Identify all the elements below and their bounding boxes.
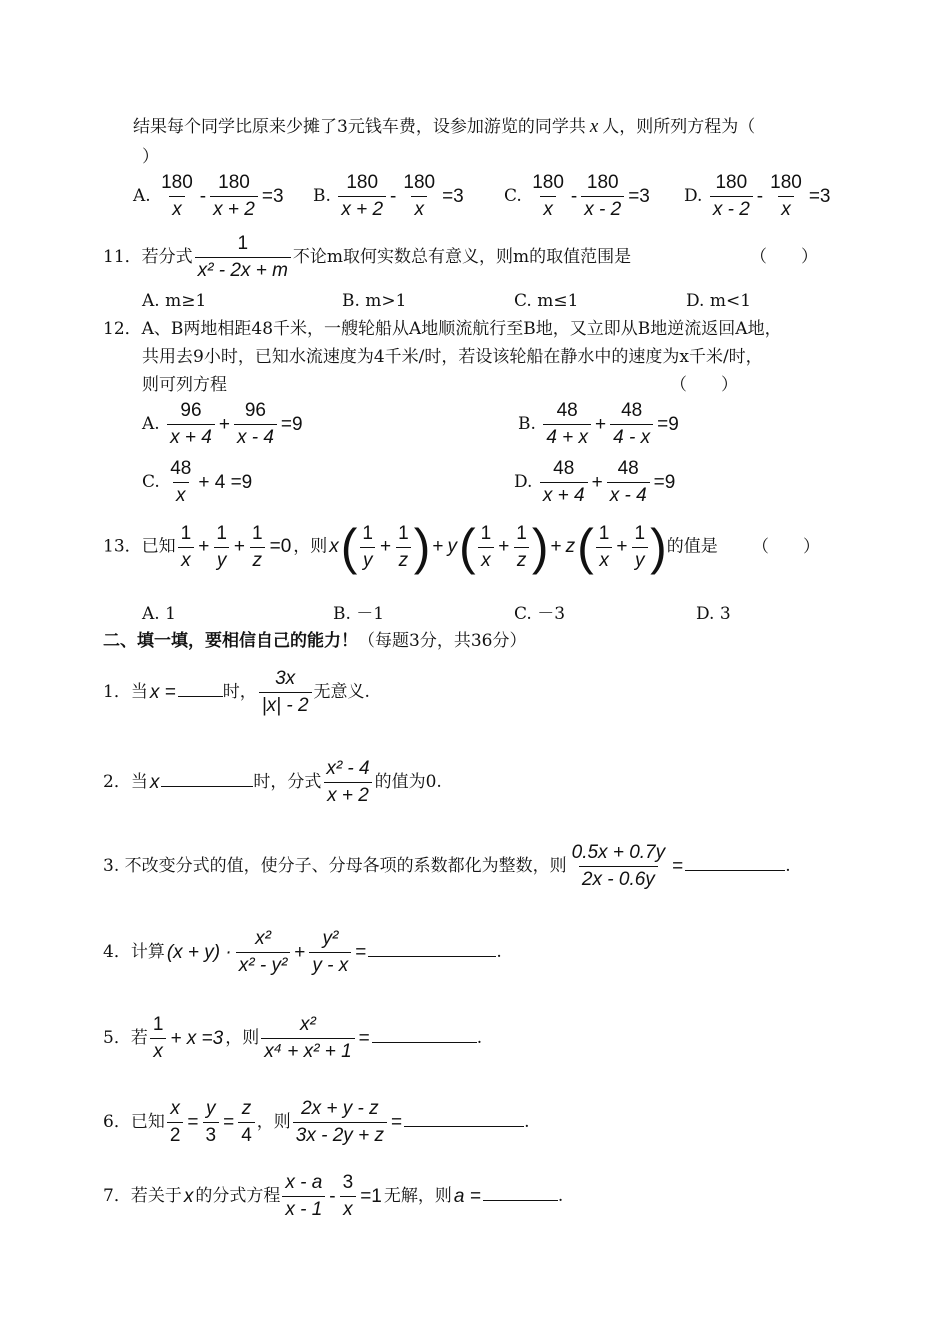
answer-blank[interactable]	[161, 770, 253, 787]
numerator: 180	[532, 172, 564, 193]
fill-q2-var: x	[149, 771, 160, 793]
period: .	[557, 1186, 564, 1206]
fill-q7-prefix: 7．若关于	[103, 1186, 182, 1206]
fill-q5-prefix: 5．若	[103, 1028, 148, 1048]
numerator: 96	[180, 400, 202, 421]
fill-q7: 7．若关于 x 的分式方程 $\frac{x - a}{x - 1}$ - $\frac{3}{x}$ =1 无解，则 a = .	[103, 1172, 564, 1220]
numerator: 48	[617, 458, 639, 479]
denominator: x	[411, 196, 427, 221]
fraction	[610, 400, 653, 449]
option-label: D.	[684, 186, 703, 206]
denominator: x² - 2x + m	[195, 257, 291, 282]
q12-option-c[interactable]	[142, 458, 254, 507]
fraction	[540, 458, 588, 507]
denominator: x - 1	[282, 1196, 325, 1221]
rhs: =3	[442, 185, 464, 207]
period: .	[785, 856, 791, 876]
numerator: 48	[170, 458, 192, 479]
answer-blank[interactable]	[404, 1110, 524, 1127]
fill-q7-a: a =	[453, 1185, 481, 1207]
equals: =	[672, 855, 684, 877]
tail: + 4 =9	[198, 471, 253, 493]
equals: =	[358, 1027, 370, 1049]
fraction	[234, 400, 277, 449]
fill-q4: 4．计算 (x + y) · $\frac{\text{x²}}{\text{x² - y²}}$ + $\frac{\text{y²}}{y - x}$ = .	[103, 928, 502, 976]
numerator: 0.5x + 0.7y	[571, 842, 666, 863]
numerator: y	[206, 1098, 216, 1119]
numerator: 48	[553, 458, 575, 479]
fraction	[529, 172, 567, 221]
period: .	[476, 1028, 483, 1048]
fraction	[167, 400, 215, 449]
q13-suffix: 的值是	[666, 536, 718, 557]
q13-option-a[interactable]: A. 1	[142, 604, 176, 624]
q11-option-a[interactable]: A. m≥1	[142, 291, 207, 311]
fill-q3	[103, 842, 791, 891]
fraction	[158, 172, 196, 221]
denominator: x + 2	[324, 782, 372, 807]
q11-option-b[interactable]: B. m>1	[342, 291, 407, 311]
numerator: 3x	[275, 668, 296, 689]
q12-option-b[interactable]: B. $\frac{48}{4 + x}$ + $\frac{48}{4 - x}$ =9	[518, 400, 679, 448]
fill-q2-suffix: 的值为0.	[374, 772, 442, 792]
numerator: 48	[621, 400, 643, 421]
fill-q6: 6．已知 $\frac{x}{2}$ = $\frac{y}{3}$ = $\frac{z}{4}$ ，则 $\frac{2x + y - z}{3x - 2y + z}$ = .	[103, 1098, 530, 1146]
numerator: 180	[218, 172, 250, 193]
denominator: x	[340, 1196, 356, 1221]
q10-option-b[interactable]: B. $\frac{180}{x + 2}$ - $\frac{180}{x}$ =3	[313, 172, 464, 220]
fill-q7-suffix: 无解，则	[383, 1186, 452, 1206]
q10-option-a[interactable]: A. $\frac{180}{x}$ - $\frac{180}{x + 2}$ =3	[133, 172, 284, 220]
denominator: x - 4	[234, 424, 277, 449]
fill-q1-prefix: 1．当	[103, 682, 148, 702]
option-label: D.	[514, 472, 533, 492]
q13-option-b[interactable]: B. －1	[333, 604, 385, 624]
q13-stem: 13．已知 $\frac{1}{x}$ + $\frac{1}{y}$ + $\frac{1}{z}$ =0 ，则 x( $\frac{1}{y}$ + $\frac{1}{z}$ ) + y( $\frac{1}{x}$ + $\frac{1}{z}$ ) + z( $\frac{1}{x}$ + $\frac{1}{y}$ )的值是	[103, 519, 718, 575]
numerator: 3	[342, 1172, 354, 1193]
denominator: 4	[238, 1122, 255, 1147]
answer-blank[interactable]	[372, 1026, 477, 1043]
denominator: x + 4	[167, 424, 215, 449]
numerator: z	[241, 1098, 252, 1119]
q12-answer-bracket[interactable]: （ ）	[670, 375, 738, 395]
period: .	[496, 942, 502, 962]
fill-q4-prefix: 4．计算	[103, 942, 165, 962]
q13-answer-bracket[interactable]: （ ）	[752, 537, 820, 557]
fill-q1-suffix: 无意义.	[313, 682, 370, 702]
q12-option-d[interactable]: D. $\frac{48}{x + 4}$ + $\frac{48}{x - 4}$ =9	[514, 458, 676, 506]
fill-q5	[103, 1014, 482, 1063]
fill-q1-mid: 时，	[222, 682, 257, 702]
numerator: 48	[556, 400, 578, 421]
numerator: 180	[161, 172, 193, 193]
numerator: x - a	[285, 1172, 323, 1193]
q13-prefix: 13．已知	[103, 536, 176, 557]
option-label: C.	[142, 472, 160, 492]
q12-option-a[interactable]: A. $\frac{96}{x + 4}$ + $\frac{96}{x - 4}$ =9	[142, 400, 303, 448]
numerator: x²	[300, 1014, 316, 1035]
option-label: B.	[313, 186, 331, 206]
numerator: 180	[346, 172, 379, 193]
denominator: x	[540, 196, 556, 221]
fill-q2	[103, 758, 442, 807]
option-label: A.	[133, 186, 151, 206]
option-label: B.	[518, 414, 536, 434]
denominator: 3	[203, 1122, 220, 1147]
fill-q5-mid: ，则	[225, 1028, 260, 1048]
answer-blank[interactable]	[685, 854, 785, 871]
numerator: x	[170, 1098, 180, 1119]
rhs: =3	[808, 185, 831, 207]
option-label: C.	[504, 186, 522, 206]
numerator: x²	[255, 928, 271, 949]
rhs: =3	[628, 185, 650, 207]
numerator: x² - 4	[326, 758, 370, 779]
q13-option-d[interactable]: D. 3	[696, 604, 731, 624]
fill-q1-eq: x =	[149, 681, 176, 703]
numerator: y²	[322, 928, 339, 949]
q13-mid: ，则	[293, 536, 328, 557]
answer-blank[interactable]	[483, 1184, 558, 1201]
fill-q7-var: x	[183, 1185, 194, 1207]
q10-text: 结果每个同学比原来少摊了3元钱车费，设参加游览的同学共	[133, 117, 586, 137]
numerator: 180	[770, 172, 802, 193]
denominator: x + 2	[210, 196, 258, 221]
denominator: 4 - x	[610, 424, 653, 449]
numerator: 180	[715, 172, 748, 193]
denominator: 3x - 2y + z	[293, 1122, 387, 1147]
fill-q7-mid: 的分式方程	[195, 1186, 281, 1206]
rhs: =9	[657, 413, 679, 435]
q11-answer-bracket[interactable]: （ ）	[750, 247, 818, 267]
q11-stem	[103, 233, 631, 282]
fraction	[543, 400, 591, 449]
numerator: 1	[152, 1014, 164, 1035]
q10-option-c[interactable]: C. $\frac{180}{x}$ - $\frac{180}{x - 2}$ =3	[504, 172, 650, 220]
q12-stem-line3: 则可列方程	[142, 375, 227, 395]
denominator: x - 2	[710, 196, 753, 221]
fill-q3-prefix: 3. 不改变分式的值，使分子、分母各项的系数都化为整数，则	[103, 856, 567, 876]
denominator: y - x	[309, 952, 351, 977]
fill-q1	[103, 668, 370, 717]
lead-term: (x + y) ·	[166, 941, 232, 963]
denominator: |x| - 2	[259, 692, 312, 717]
fraction	[400, 172, 438, 221]
numerator: 2x + y - z	[301, 1098, 379, 1119]
fraction	[338, 172, 386, 221]
denominator: 2	[167, 1122, 184, 1147]
q11-option-d[interactable]: D. m<1	[686, 291, 752, 311]
denominator: 4 + x	[543, 424, 591, 449]
rhs: =3	[261, 185, 284, 207]
section-heading	[103, 630, 526, 652]
fill-q6-mid: ，则	[256, 1112, 291, 1132]
tail: + x =3	[170, 1027, 224, 1049]
answer-blank[interactable]	[178, 680, 223, 697]
rhs: =9	[280, 413, 303, 435]
equals: =	[355, 941, 367, 963]
q10-text-end: 人，则所列方程为（	[602, 117, 756, 137]
q10-var: x	[589, 116, 599, 137]
denominator: 2x - 0.6y	[579, 866, 658, 891]
denominator: x - 2	[581, 196, 624, 221]
denominator: x - 4	[607, 482, 650, 507]
q10-option-d[interactable]: D. $\frac{180}{x - 2}$ - $\frac{180}{x}$ =3	[684, 172, 831, 220]
fraction	[581, 172, 624, 221]
period: .	[524, 1112, 530, 1132]
q13-option-c[interactable]: C. －3	[514, 604, 566, 624]
denominator: x⁴ + x² + 1	[261, 1038, 354, 1063]
denominator: x	[173, 482, 189, 507]
fraction	[767, 172, 805, 221]
fraction	[167, 458, 194, 507]
equals: =	[390, 1111, 403, 1133]
fraction	[210, 172, 258, 221]
denominator: x² - y²	[236, 952, 291, 977]
q11-suffix: 不论m取何实数总有意义，则m的取值范围是	[292, 247, 632, 267]
denominator: x	[169, 196, 185, 221]
fill-q2-mid: 时，分式	[253, 772, 322, 792]
fraction	[195, 233, 291, 282]
denominator: x	[778, 196, 794, 221]
q11-prefix: 11．若分式	[103, 247, 193, 267]
q10-stem-line1	[133, 116, 755, 138]
q10-stem-line2: ）	[142, 147, 159, 167]
q11-option-c[interactable]: C. m≤1	[514, 291, 579, 311]
section-title: 二、填一填，要相信自己的能力！	[103, 631, 358, 651]
fraction	[710, 172, 753, 221]
numerator: 96	[244, 400, 266, 421]
rhs: =1	[360, 1185, 382, 1207]
fill-q2-prefix: 2．当	[103, 772, 148, 792]
numerator: 1	[237, 233, 249, 254]
q12-stem-line2: 共用去9小时，已知水流速度为4千米/时，若设该轮船在静水中的速度为x千米/时，	[142, 347, 763, 367]
denominator: x + 2	[338, 196, 386, 221]
fill-q6-prefix: 6．已知	[103, 1112, 165, 1132]
answer-blank[interactable]	[368, 940, 496, 957]
denominator: x	[150, 1038, 166, 1063]
denominator: x + 4	[540, 482, 588, 507]
fraction	[607, 458, 650, 507]
section-note: （每题3分，共36分）	[358, 631, 527, 651]
q12-stem-line1: 12．A、B两地相距48千米，一艘轮船从A地顺流航行至B地，又立即从B地逆流返回A地，	[103, 319, 782, 339]
option-label: A.	[142, 414, 160, 434]
numerator: 180	[586, 172, 619, 193]
rhs: =9	[653, 471, 676, 493]
numerator: 180	[403, 172, 436, 193]
